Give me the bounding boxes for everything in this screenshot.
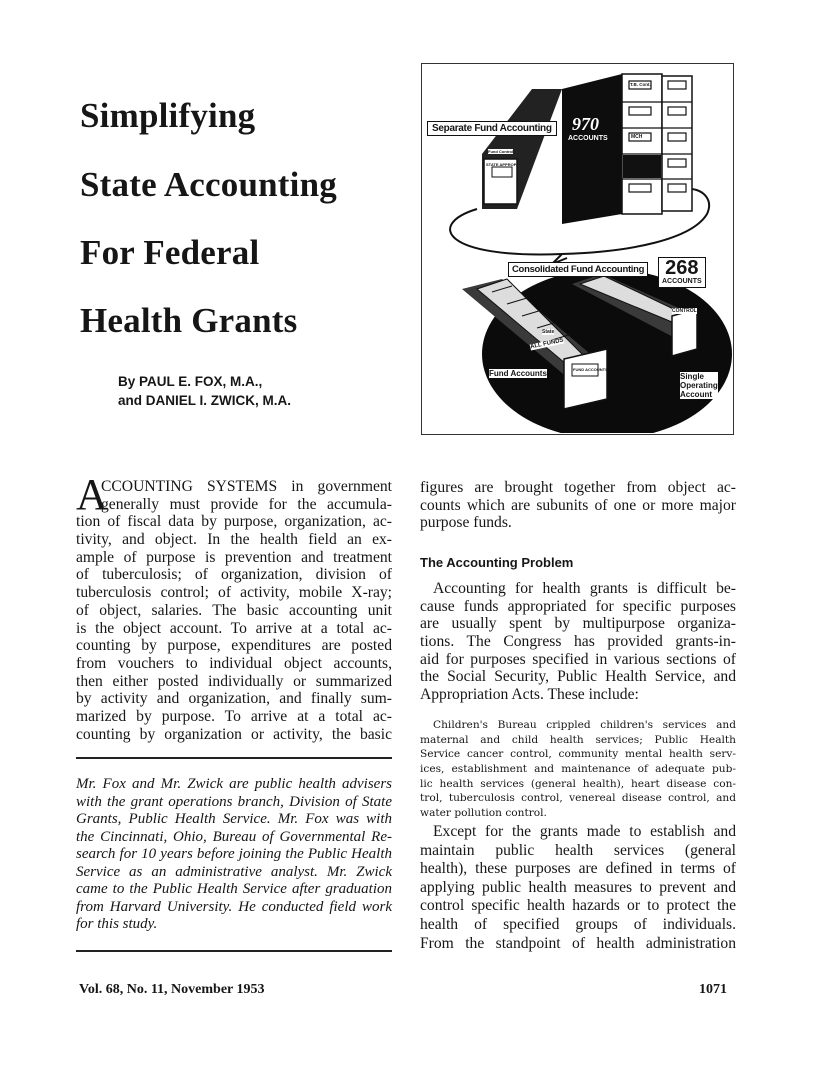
drawer-label-state-approp: STATE APPROP.: [486, 162, 517, 167]
byline-author-2: and DANIEL I. ZWICK, M.A.: [118, 393, 291, 408]
note-line: search for 10 years before joining the Public Health: [76, 846, 392, 862]
byline-author-1: By PAUL E. FOX, M.A.,: [118, 374, 263, 389]
text-line: from vouchers to individual object accounts,: [76, 654, 392, 672]
text-line: tion of fiscal data by purpose, organization, ac-: [76, 513, 392, 531]
text-line: marized by purpose. To arrive at a total ac-: [76, 707, 392, 725]
article-title-line-2: State Accounting: [80, 165, 337, 204]
text-line: tuberculosis control; of activity, mobile X-ray;: [76, 584, 392, 602]
text-line: generally must provide for the accumula-: [101, 495, 392, 513]
count-268-unit: ACCOUNTS: [662, 278, 702, 285]
note-line: Grants, Public Health Service. Mr. Fox was with: [76, 811, 392, 827]
text-line: applying public health measures to prevent and: [420, 878, 736, 896]
text-line: tions. The Congress has provided grants-in-: [420, 633, 736, 651]
text-line: water pollution control.: [420, 807, 547, 820]
count-970: 970: [572, 114, 599, 134]
text-line: Children's Bureau crippled children's services and: [433, 719, 736, 731]
filing-cabinet-illustration: [421, 63, 734, 435]
text-line: maintain public health services (general: [420, 841, 736, 859]
text-line: figures are brought together from object ac-: [420, 479, 736, 496]
text-line: counts which are subunits of one or more major: [420, 496, 736, 514]
drawer-label-mch: MCH: [631, 134, 643, 140]
text-line: Service cancer control, community mental health serv-: [420, 748, 736, 761]
single-operating-line-2: Operating: [680, 381, 718, 390]
note-line: from Harvard University. He conducted field work: [76, 898, 392, 915]
note-line: Mr. Fox and Mr. Zwick are public health advisers: [76, 776, 392, 792]
text-line: cause funds appropriated for specific purposes: [420, 597, 736, 615]
note-line: for this study.: [76, 916, 158, 932]
text-line: Except for the grants made to establish and: [433, 823, 736, 840]
text-line: counting by purpose, expenditures are posted: [76, 637, 392, 655]
drawer-label-tb-control: T.B. Cont.: [630, 82, 651, 87]
article-title-line-1: Simplifying: [80, 96, 256, 135]
paragraph-2: [420, 823, 736, 953]
fund-accounts-label: Fund Accounts: [489, 369, 547, 378]
text-line: counting by organization or activity, the basic: [76, 725, 392, 743]
text-line: of object, salaries. The basic accounting unit: [76, 601, 392, 619]
page-number: 1071: [699, 982, 727, 997]
text-line: health), these purposes are defined in terms of: [420, 860, 736, 878]
text-line: Appropriation Acts. These include:: [420, 686, 639, 704]
text-line: the Social Security, Public Health Service, and: [420, 668, 736, 686]
text-line: of tuberculosis; of organization, division of: [76, 566, 392, 584]
text-line: control specific health hazards or to protect the: [420, 897, 736, 915]
text-line: is the object account. To arrive at a total ac-: [76, 619, 392, 637]
text-line: ices, establishment and maintenance of adequate pub-: [420, 763, 736, 776]
text-line: Accounting for health grants is difficult be-: [433, 580, 736, 597]
consolidated-fund-accounting-label: Consolidated Fund Accounting: [508, 262, 648, 277]
drawer-label-fund-accounts: FUND ACCOUNTS: [573, 367, 608, 372]
divider-rule: [76, 757, 392, 759]
count-268-box: [658, 257, 706, 288]
section-heading: The Accounting Problem: [420, 555, 574, 570]
article-title-line-4: Health Grants: [80, 301, 298, 340]
divider-rule-bottom: [76, 950, 392, 952]
drawer-label-state: State: [542, 329, 555, 335]
body-right-intro: [420, 479, 736, 532]
single-operating-line-1: Single: [680, 372, 705, 381]
text-line: aid for purposes specified in various sections of: [420, 650, 736, 668]
single-operating-account-label: [680, 372, 718, 399]
drawer-label-all-funds: ALL FUNDS: [529, 337, 565, 351]
note-line: the Cincinnati, Ohio, Bureau of Governmental Re-: [76, 828, 392, 845]
journal-citation: Vol. 68, No. 11, November 1953: [79, 982, 265, 997]
drawer-label-control: CONTROL: [672, 308, 697, 314]
text-line: by activity and organization, and finally sum-: [76, 690, 392, 708]
note-line: with the grant operations branch, Division of State: [76, 793, 392, 810]
text-line: ample of purpose is prevention and treatment: [76, 548, 392, 566]
text-line: CCOUNTING SYSTEMS in government: [101, 478, 392, 495]
text-line: purpose funds.: [420, 514, 512, 532]
text-line: tivity, and object. In the health field an ex-: [76, 531, 392, 549]
paragraph-1: [420, 580, 736, 704]
text-line: then either posted individually or summarized: [76, 672, 392, 690]
separate-fund-accounting-label: Separate Fund Accounting: [427, 121, 557, 136]
text-line: maternal and child health services; Public Health: [420, 733, 736, 746]
article-title-line-3: For Federal: [80, 233, 260, 272]
grant-list-small-text: [420, 718, 736, 821]
note-line: Service as an administrative analyst. Mr. Zwick: [76, 863, 392, 880]
text-line: are usually spent by multipurpose organiza-: [420, 615, 736, 633]
text-line: health of specified groups of individuals.: [420, 915, 736, 933]
count-970-unit: ACCOUNTS: [568, 135, 608, 142]
body-left-column: [76, 478, 392, 743]
author-note: [76, 776, 392, 934]
text-line: lic health services (general health), heart disease con-: [420, 777, 736, 790]
text-line: trol, tuberculosis control, venereal disease control, and: [420, 792, 736, 805]
text-line: From the standpoint of health administration: [420, 934, 736, 952]
single-operating-line-3: Account: [680, 390, 712, 399]
count-268: 268: [665, 257, 699, 279]
drawer-label-fund-control: Fund Control: [488, 149, 514, 154]
drop-cap: A: [76, 470, 108, 519]
note-line: came to the Public Health Service after graduation: [76, 881, 392, 897]
